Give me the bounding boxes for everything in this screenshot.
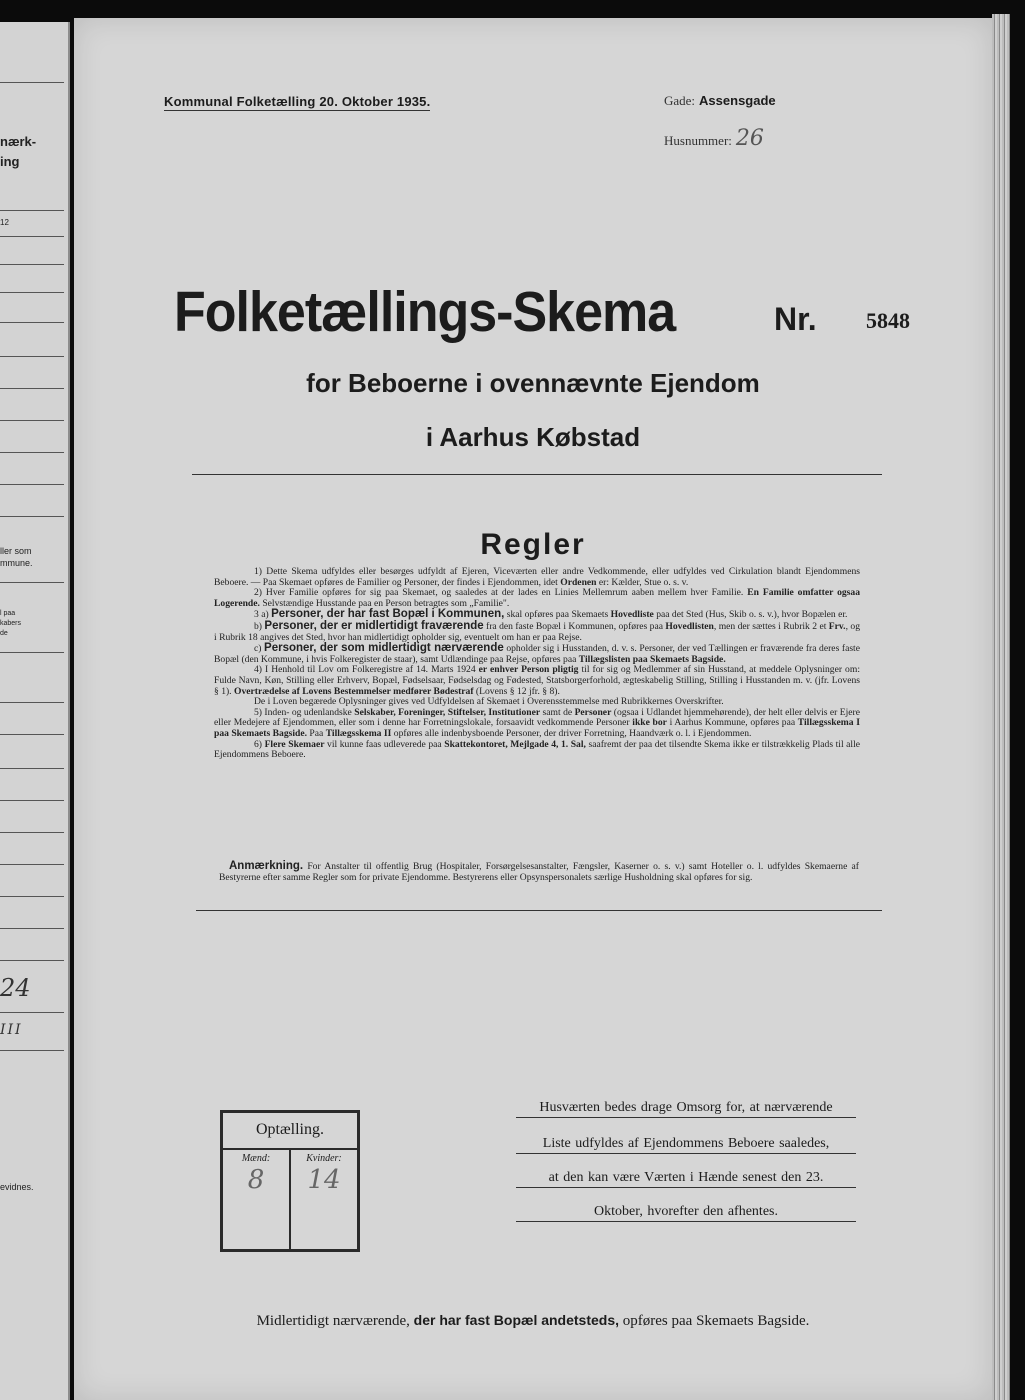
form-number-value: 5848 [866, 308, 910, 333]
ruled-line [0, 356, 64, 357]
remark [219, 861, 859, 883]
rule-1: 1) Dette Skema udfyldes eller besørges udfyldt af Ejeren, Viceværten eller andre Vedkommende, eller udfyldes ved Cirkulation blandt Ejendommens Beboere. — Paa Skemaet opføres de Familier og Personer, der findes i Ejendommen, idet Ordenen er: Kælder, Stue o. s. v. [214, 566, 860, 588]
host-notice-line: Husværten bedes drage Omsorg for, at nærværende [516, 1100, 856, 1118]
house-number-value: 26 [735, 126, 764, 151]
ruled-line [0, 832, 64, 833]
form-subtitle: for Beboerne i ovennævnte Ejendom [306, 368, 760, 398]
rule-4b: De i Loven begærede Oplysninger gives ved Udfyldelsen af Skemaet i Overensstemmelse med Rubrikkernes Overskrifter. [254, 696, 724, 708]
rules-heading: Regler [480, 528, 586, 561]
remark-text: For Anstalter til offentlig Brug (Hospitaler, Forsørgelsesanstalter, Fængsler, Kaserner o. s. v.) samt Hoteller o. l. udfyldes Skemaerne af Bestyrerne efter samme Regler som for private Ejendomme. Bestyrerens eller Opsynspersonalets særlige Husholdning skal opføres for sig. [219, 861, 859, 883]
form-subtitle-city: i Aarhus Købstad [425, 422, 641, 452]
ruled-line [0, 960, 64, 961]
ruled-line [0, 452, 64, 453]
street-value: Assensgade [699, 93, 776, 108]
left-page-fragment: ller som [0, 546, 32, 556]
ruled-line [0, 702, 64, 703]
rule-3a: 3 a) Personer, der har fast Bopæl i Kommunen, skal opføres paa Skemaets Hovedliste paa det Sted (Hus, Skib o. s. v.), hvor Bopælen er. [254, 608, 848, 621]
left-page-fragment: evidnes. [0, 1182, 34, 1192]
left-page-fragment: 12 [0, 218, 9, 227]
ruled-line [0, 734, 64, 735]
form-number-label: Nr. [774, 301, 817, 337]
ruled-line [0, 1050, 64, 1051]
women-label: Kvinder: [306, 1153, 342, 1164]
ruled-line [0, 768, 64, 769]
ruled-line [0, 292, 64, 293]
handwritten-mark: 24 [0, 974, 31, 1002]
census-form-page [74, 18, 992, 1400]
ruled-line [0, 388, 64, 389]
left-page-fragment: kabers [0, 620, 22, 627]
ruled-line [0, 928, 64, 929]
left-page-fragment: l paa [0, 610, 16, 617]
footer-note: Midlertidigt nærværende, der har fast Bopæl andetsteds, opføres paa Skemaets Bagside. [256, 1312, 810, 1329]
rule-2: 2) Hver Familie opføres for sig paa Skemaet, og saaledes at der lades en Linies Mellemrum aaben mellem hver Familie. En Familie omfatter ogsaa Logerende. Selvstændige Husstande paa en Person betragtes som „Familie". [214, 587, 860, 609]
ruled-line [0, 896, 64, 897]
ruled-line [0, 1012, 64, 1013]
ruled-line [0, 82, 64, 83]
men-count: 8 [247, 1165, 265, 1195]
count-box [220, 1110, 360, 1252]
ruled-line [0, 800, 64, 801]
host-notice-line: at den kan være Værten i Hænde senest den 23. [516, 1170, 856, 1188]
handwritten-mark: III [0, 1022, 23, 1038]
rule-3c: c) Personer, der som midlertidigt nærværende opholder sig i Husstanden, d. v. s. Personer, der ved Tællingen er fraværende fra deres faste Bopæl (den Kommune, i hvis Folkeregister de staar), samt Udlændinge paa Rejse, opføres paa Tillægslisten paa Skemaets Bagside. [214, 642, 860, 665]
count-box-title: Optælling. [255, 1121, 324, 1138]
men-label: Mænd: [241, 1153, 271, 1164]
ruled-line [0, 322, 64, 323]
women-count: 14 [307, 1165, 341, 1195]
ruled-line [0, 264, 64, 265]
left-page-fragment: ing [0, 154, 20, 169]
ruled-line [0, 484, 64, 485]
left-page-fragment: mmune. [0, 558, 33, 568]
house-number-label: Husnummer: [664, 133, 732, 148]
ruled-line [0, 864, 64, 865]
ruled-line [0, 652, 64, 653]
form-title: Folketællings-Skema [174, 281, 676, 344]
divider [192, 474, 882, 475]
ruled-line [0, 420, 64, 421]
remark-lead: Anmærkning. [229, 860, 304, 872]
host-notice-line: Liste udfyldes af Ejendommens Beboere saaledes, [516, 1136, 856, 1154]
street-field [664, 92, 776, 110]
divider [196, 910, 882, 911]
rule-6: 6) Flere Skemaer vil kunne faas udleverede paa Skattekontoret, Mejlgade 4, 1. Sal, saafremt der paa det tilsendte Skema ikke er tilstrækkelig Plads til alle Ejendommens Beboere. [214, 738, 861, 761]
rule-4: 4) I Henhold til Lov om Folkeregistre af 14. Marts 1924 er enhver Person pligtig til for sig og Medlemmer af sin Husstand, at meddele Oplysninger om: Fulde Navn, Køn, Stilling eller Erhverv, Bopæl, Fødselsaar, Fødselsdag og Fødested, Statsborgerforhold, ægteskabelig Stilling, Stilling i Husstanden m. v. (jfr. Lovens § 1). Overtrædelse af Lovens Bestemmelser medfører Bødestraf (Lovens § 12 jfr. § 8). [214, 664, 860, 697]
street-label: Gade: [664, 93, 696, 108]
rule-3b: b) Personer, der er midlertidigt fraværende fra den faste Bopæl i Kommunen, opføres paa Hovedlisten, men der sættes i Rubrik 2 et Frv., og i Rubrik 18 angives det Sted, hvor han midlertidigt opholder sig, eventuelt om han er paa Rejse. [214, 619, 860, 643]
ruled-line [0, 236, 64, 237]
left-page-fragment: de [0, 630, 8, 637]
ruled-line [0, 210, 64, 211]
left-page-fragment: nærk- [0, 134, 37, 149]
rules-body [214, 567, 860, 761]
census-title: Kommunal Folketælling 20. Oktober 1935. [164, 94, 431, 109]
house-number-field [664, 126, 764, 151]
rule-5: 5) Inden- og udenlandske Selskaber, Foreninger, Stiftelser, Institutioner samt de Personer (ogsaa i Udlandet hjemmehørende), der helt eller delvis er Ejere eller Medejere af Ejendommen, eller som i denne har Forretningslokale, forsaavidt vedkommende Personer ikke bor i Aarhus Kommune, opføres paa Tillægsskema I paa Skemaets Bagside. Paa Tillægsskema II opføres alle indenbysboende Personer, der driver Forretning, Haandværk o. l. i Ejendommen. [214, 706, 861, 739]
host-notice-line: Oktober, hvorefter den afhentes. [516, 1204, 856, 1222]
left-page-strip [0, 22, 70, 1400]
ruled-line [0, 516, 64, 517]
ruled-line [0, 582, 64, 583]
page-edges [992, 14, 1010, 1400]
